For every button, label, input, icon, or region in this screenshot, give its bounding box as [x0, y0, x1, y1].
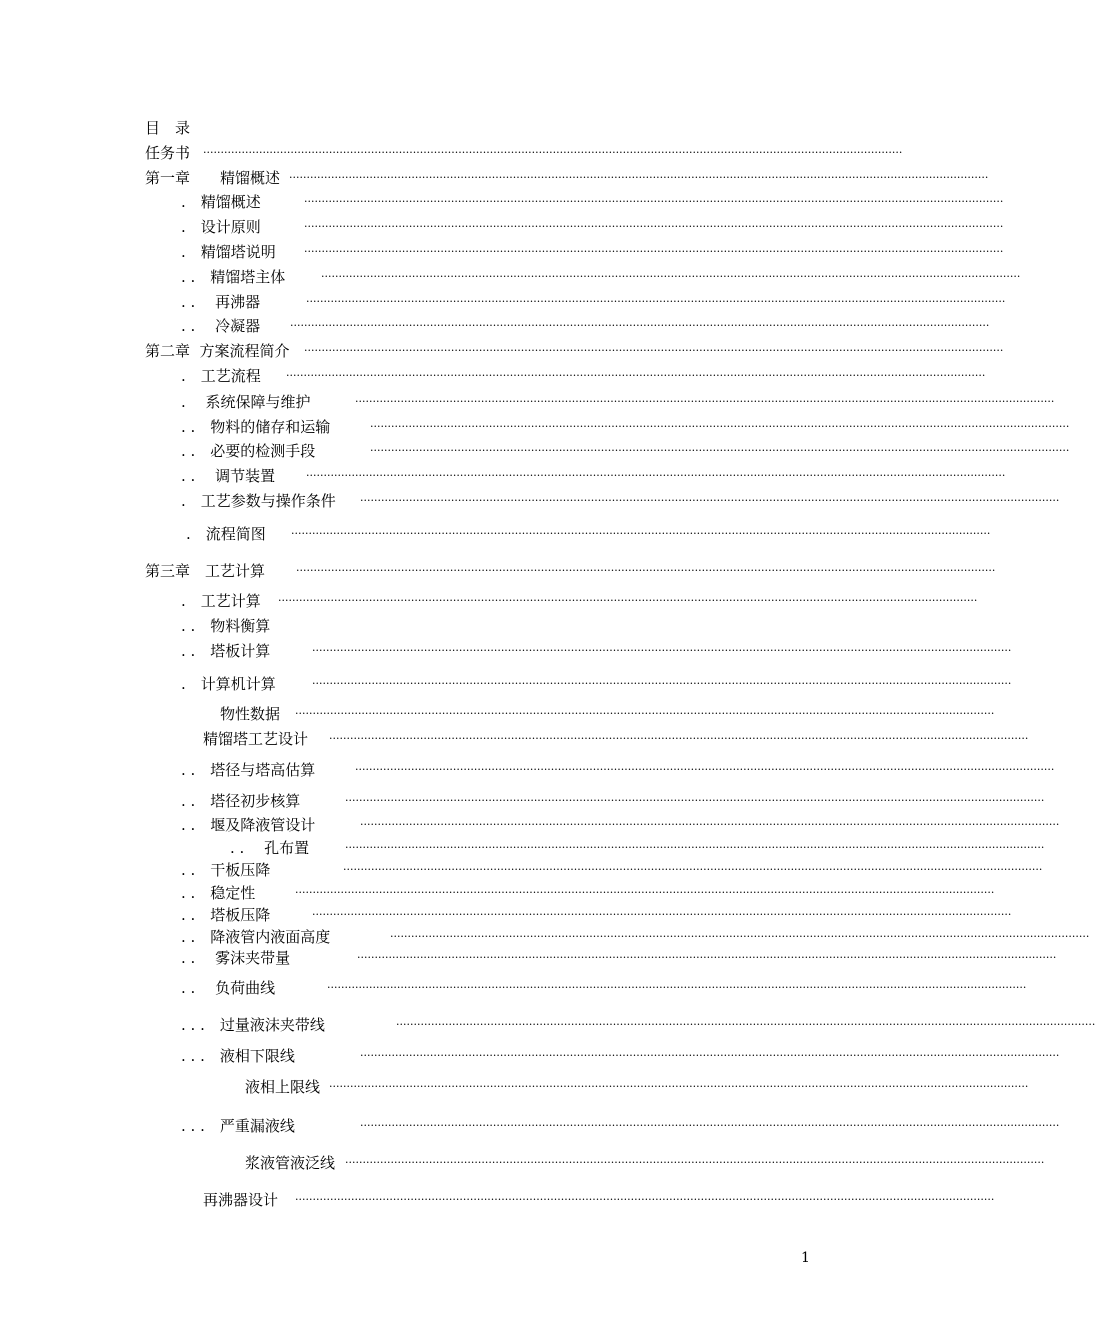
toc-entry — [181, 316, 990, 336]
dot-leader: ········································································································································································································ — [312, 677, 1012, 690]
toc-entry — [181, 441, 1070, 461]
toc-entry-label: . . 必要的检测手段 — [181, 442, 316, 460]
toc-entry-label: . 工艺参数与操作条件 — [181, 492, 336, 510]
dot-leader: ········································································································································································································ — [327, 981, 1027, 994]
toc-entry — [145, 168, 989, 188]
toc-entry — [220, 704, 995, 724]
toc-entry — [181, 417, 1070, 437]
toc-entry — [181, 791, 1045, 811]
toc-entry-label: . . 雾沫夹带量 — [181, 949, 291, 967]
toc-entry — [181, 192, 1004, 212]
toc-entry-label: 任务书 — [145, 144, 191, 162]
toc-entry — [145, 561, 996, 581]
dot-leader: ········································································································································································································ — [360, 818, 1060, 831]
toc-entry — [181, 491, 1060, 511]
toc-entry — [230, 838, 1045, 858]
toc-entry — [181, 641, 1012, 661]
toc-entry — [181, 466, 1006, 486]
toc-entry-label: . 工艺计算 — [181, 592, 261, 610]
dot-leader: ········································································································································································································ — [304, 344, 1004, 357]
toc-entry — [145, 143, 903, 163]
dot-leader: ········································································································································································································ — [370, 420, 1070, 433]
dot-leader: ········································································································································································································ — [296, 564, 996, 577]
toc-entry-label: . 精馏塔说明 — [181, 243, 276, 261]
dot-leader: ········································································································································································································ — [306, 295, 1006, 308]
dot-leader: ········································································································································································································ — [295, 886, 995, 899]
dot-leader: ········································································································································································································ — [304, 220, 1004, 233]
toc-entry — [181, 1116, 1060, 1136]
toc-entry-label: . . 塔板压降 — [181, 906, 271, 924]
toc-entry — [181, 392, 1055, 412]
toc-entry-label: 浆液管液泛线 — [245, 1154, 336, 1172]
page-number: 1 — [801, 1250, 810, 1266]
dot-leader: ········································································································································································································ — [290, 319, 990, 332]
dot-leader: ········································································································································································································ — [329, 732, 1029, 745]
toc-entry — [203, 729, 1029, 749]
dot-leader: ········································································································································································································ — [357, 951, 1057, 964]
toc-entry — [181, 366, 986, 386]
toc-entry-label: . . 塔板计算 — [181, 642, 271, 660]
dot-leader: ········································································································································································································ — [289, 171, 989, 184]
dot-leader: ········································································································································································································ — [345, 1156, 1045, 1169]
toc-entry-label: . . . 过量液沫夹带线 — [181, 1016, 325, 1034]
toc-entry-label: 物性数据 — [220, 705, 281, 723]
toc-entry-label: . 精馏概述 — [181, 193, 261, 211]
toc-entry — [181, 217, 1004, 237]
toc-entry — [181, 1015, 1095, 1035]
toc-entry — [181, 883, 995, 903]
dot-leader: ········································································································································································································ — [203, 146, 903, 159]
toc-entry — [186, 524, 991, 544]
toc-entry-label: . . 负荷曲线 — [181, 979, 276, 997]
dot-leader: ········································································································································································································ — [291, 527, 991, 540]
toc-entry — [181, 1046, 1060, 1066]
toc-entry — [145, 341, 1004, 361]
toc-entry-label: . 计算机计算 — [181, 675, 276, 693]
toc-entry — [181, 616, 581, 636]
toc-entry-label: . 系统保障与维护 — [181, 393, 311, 411]
toc-entry-label: . 流程简图 — [186, 525, 266, 543]
toc-entry-label: 第二章 方案流程简介 — [145, 342, 290, 360]
toc-entry-label: 再沸器设计 — [203, 1191, 279, 1209]
toc-entry-label: 精馏塔工艺设计 — [203, 730, 309, 748]
toc-entry — [181, 674, 1012, 694]
toc-entry-label: . 工艺流程 — [181, 367, 261, 385]
toc-entry-label: . . . 液相下限线 — [181, 1047, 295, 1065]
dot-leader: ········································································································································································································ — [355, 395, 1055, 408]
toc-entry-label: . . 稳定性 — [181, 884, 256, 902]
dot-leader: ········································································································································································································ — [345, 794, 1045, 807]
dot-leader: ········································································································································································································ — [360, 1119, 1060, 1132]
dot-leader: ········································································································································································································ — [343, 863, 1043, 876]
dot-leader: ········································································································································································································ — [286, 369, 986, 382]
dot-leader: ········································································································································································································ — [278, 594, 978, 607]
toc-entry-label: . . 再沸器 — [181, 293, 261, 311]
toc-entry — [181, 860, 1043, 880]
toc-entry — [203, 1190, 995, 1210]
toc-entry — [181, 292, 1006, 312]
toc-entry-label: 液相上限线 — [245, 1078, 321, 1096]
toc-entry — [245, 1077, 1029, 1097]
toc-entry-label: 第一章 精馏概述 — [145, 169, 281, 187]
toc-entry-label: . 设计原则 — [181, 218, 261, 236]
dot-leader: ········································································································································································································ — [306, 469, 1006, 482]
dot-leader: ········································································································································································································ — [321, 270, 1021, 283]
dot-leader: ········································································································································································································ — [360, 1049, 1060, 1062]
toc-entry — [181, 242, 1004, 262]
toc-entry — [245, 1153, 1045, 1173]
toc-entry — [181, 905, 1012, 925]
toc-entry-label: . . 物料衡算 — [181, 617, 271, 635]
toc-entry-label: . . 精馏塔主体 — [181, 268, 286, 286]
dot-leader: ········································································································································································································ — [295, 707, 995, 720]
dot-leader: ········································································································································································································ — [396, 1018, 1095, 1031]
dot-leader: ········································································································································································································ — [329, 1080, 1029, 1093]
toc-entry — [181, 760, 1055, 780]
toc-entry-label: . . . 严重漏液线 — [181, 1117, 295, 1135]
dot-leader: ········································································································································································································ — [345, 841, 1045, 854]
toc-title: 目 录 — [145, 119, 191, 137]
toc-entry-label: . . 堰及降液管设计 — [181, 816, 316, 834]
dot-leader: ········································································································································································································ — [370, 444, 1070, 457]
toc-entry — [181, 267, 1021, 287]
toc-entry-label: . . 塔径与塔高估算 — [181, 761, 316, 779]
dot-leader: ········································································································································································································ — [360, 494, 1060, 507]
toc-entry-label: . . 孔布置 — [230, 839, 310, 857]
toc-entry-label: . . 调节装置 — [181, 467, 276, 485]
dot-leader: ········································································································································································································ — [312, 908, 1012, 921]
toc-entry — [181, 927, 1090, 947]
dot-leader: ········································································································································································································ — [304, 195, 1004, 208]
dot-leader: ········································································································································································································ — [295, 1193, 995, 1206]
toc-entry — [181, 815, 1060, 835]
toc-entry — [181, 948, 1057, 968]
toc-entry — [181, 591, 978, 611]
toc-entry-label: . . 降液管内液面高度 — [181, 928, 331, 946]
toc-entry-label: 第三章 工艺计算 — [145, 562, 266, 580]
toc-entry-label: . . 塔径初步核算 — [181, 792, 301, 810]
toc-entry-label: . . 物料的储存和运输 — [181, 418, 331, 436]
toc-entry-label: . . 干板压降 — [181, 861, 271, 879]
dot-leader: ········································································································································································································ — [304, 245, 1004, 258]
dot-leader: ········································································································································································································ — [355, 763, 1055, 776]
toc-entry-label: . . 冷凝器 — [181, 317, 261, 335]
dot-leader: ········································································································································································································ — [312, 644, 1012, 657]
toc-entry — [181, 978, 1027, 998]
dot-leader: ········································································································································································································ — [390, 930, 1090, 943]
